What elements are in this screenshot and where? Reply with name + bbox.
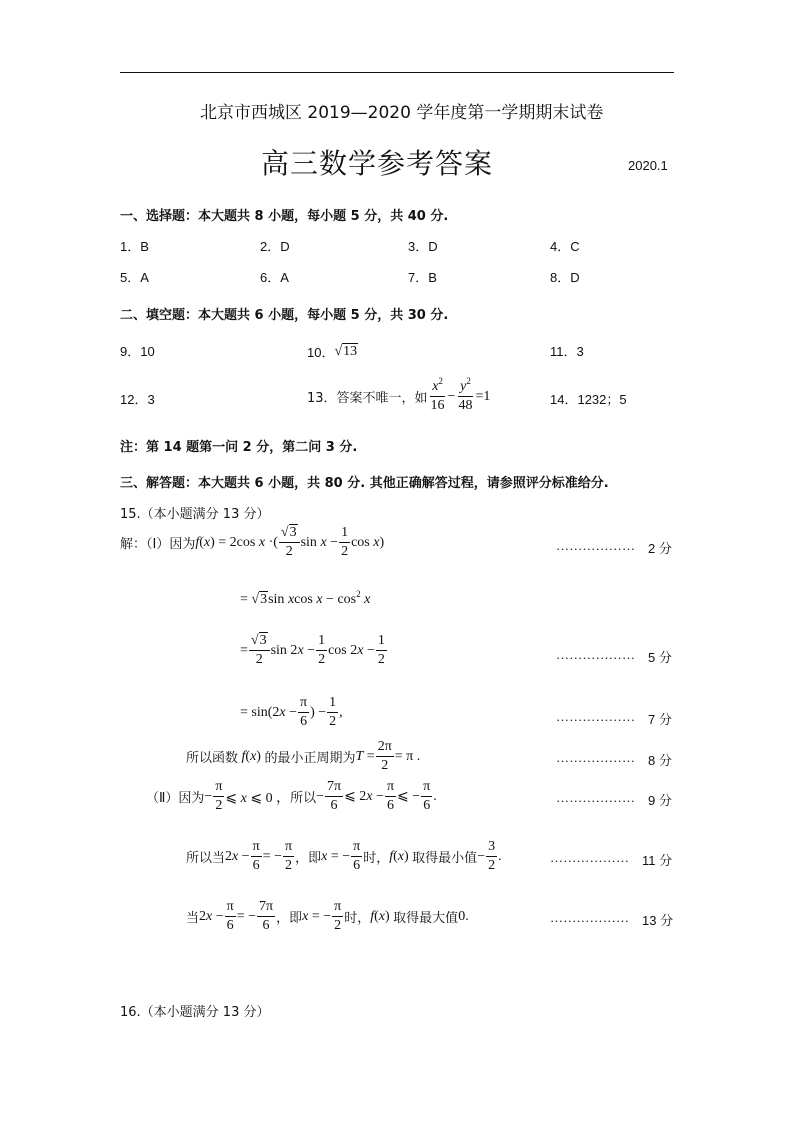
score-13: 13 分 — [642, 913, 674, 928]
dots-7: ……………… — [550, 910, 630, 925]
answer-8: 8．D — [550, 270, 580, 285]
answer-1: 1．B — [120, 239, 149, 254]
answer-9: 9．10 — [120, 344, 155, 359]
answer-6: 6．A — [260, 270, 289, 285]
dots-5: ……………… — [556, 790, 636, 805]
answer-11: 11．3 — [550, 344, 584, 359]
score-11: 11 分 — [642, 853, 673, 868]
score-9: 9 分 — [648, 793, 672, 808]
answer-12: 12．3 — [120, 392, 155, 407]
answer-10 — [307, 342, 358, 361]
dots-2: ……………… — [556, 647, 636, 662]
sqrt-13: √13 — [334, 343, 358, 359]
dots-1: ……………… — [556, 538, 636, 553]
answer-13: 13．答案不唯一，如 $\frac{x^2}{16}$ − $\frac{y^2}{48}$ =1 — [307, 376, 491, 413]
sqrt-13-radicand: 13 — [343, 343, 358, 359]
solution-line-5: 所以函数 f(x) 的最小正周期为 T = $\frac{2\pi}{2}$ = π . — [186, 739, 421, 773]
solution-line-2: = √3sin xcos $x - \cos^2 x$ — [240, 589, 371, 607]
dots-4: ……………… — [556, 750, 636, 765]
answer-10-prefix: 10． — [307, 345, 335, 360]
document-subtitle: 北京市西城区 2019—2020 学年度第一学期期末试卷 — [200, 103, 604, 123]
top-rule — [120, 72, 674, 73]
solution-line-6: （Ⅱ）因为 − $\frac{\pi}{2}$ ⩽ x ⩽ 0 ， 所以 − $\frac{7\pi}{6}$ ⩽ 2x − $\frac{\pi}{6}$ ⩽ − $\frac{\pi}{6}$ . — [146, 779, 437, 813]
solution-line-1: 解：（Ⅰ）因为 f(x) = 2cos x ·( $\frac{√3}{2}$ sin x − $\frac{1}{2}$ cos x) — [120, 525, 385, 559]
question-16-label: 16.（本小题满分 13 分） — [120, 1005, 270, 1020]
section-2-heading: 二、填空题：本大题共 6 小题，每小题 5 分，共 30 分. — [120, 308, 449, 323]
fraction-y2-48: $\frac{y^2}{48}$ — [458, 376, 473, 413]
answer-7: 7．B — [408, 270, 437, 285]
solution-line-3: = $\frac{√3}{2}$ sin 2x − $\frac{1}{2}$ cos 2x − $\frac{1}{2}$ — [240, 633, 385, 667]
answer-4: 4．C — [550, 239, 580, 254]
answer-13-prefix: 13．答案不唯一，如 — [307, 391, 428, 406]
dots-6: ……………… — [550, 850, 630, 865]
page-title: 高三数学参考答案 — [261, 147, 494, 180]
solution-line-7: 所以当 2x − $\frac{\pi}{6}$ = − $\frac{\pi}{2}$ ，即 x = − $\frac{\pi}{6}$ 时， f(x) 取得最小值 − $\frac{3}{2}$ . — [186, 839, 502, 873]
answer-2: 2．D — [260, 239, 290, 254]
score-7: 7 分 — [648, 712, 672, 727]
answer-14: 14．1232；5 — [550, 392, 627, 407]
score-5: 5 分 — [648, 650, 672, 665]
solution-line-8: 当 2x − $\frac{\pi}{6}$ = − $\frac{7\pi}{6}$ ，即 x = − $\frac{\pi}{2}$ 时， f(x) 取得最大值 0 . — [186, 899, 469, 933]
section-1-heading: 一、选择题：本大题共 8 小题，每小题 5 分，共 40 分. — [120, 209, 449, 224]
section-2-note: 注：第 14 题第一问 2 分，第二问 3 分. — [120, 440, 358, 455]
question-15-label: 15.（本小题满分 13 分） — [120, 507, 270, 522]
document-date: 2020.1 — [628, 158, 668, 173]
section-3-heading: 三、解答题：本大题共 6 小题，共 80 分. 其他正确解答过程，请参照评分标准给分. — [120, 476, 609, 491]
answer-3: 3．D — [408, 239, 438, 254]
score-8: 8 分 — [648, 753, 672, 768]
solution-line-4: = sin(2x − $\frac{\pi}{6}$ ) − $\frac{1}{2}$ , — [240, 695, 343, 729]
fraction-x2-16: $\frac{x^2}{16}$ — [430, 376, 445, 413]
score-2: 2 分 — [648, 541, 672, 556]
dots-3: ……………… — [556, 709, 636, 724]
answer-5: 5．A — [120, 270, 149, 285]
